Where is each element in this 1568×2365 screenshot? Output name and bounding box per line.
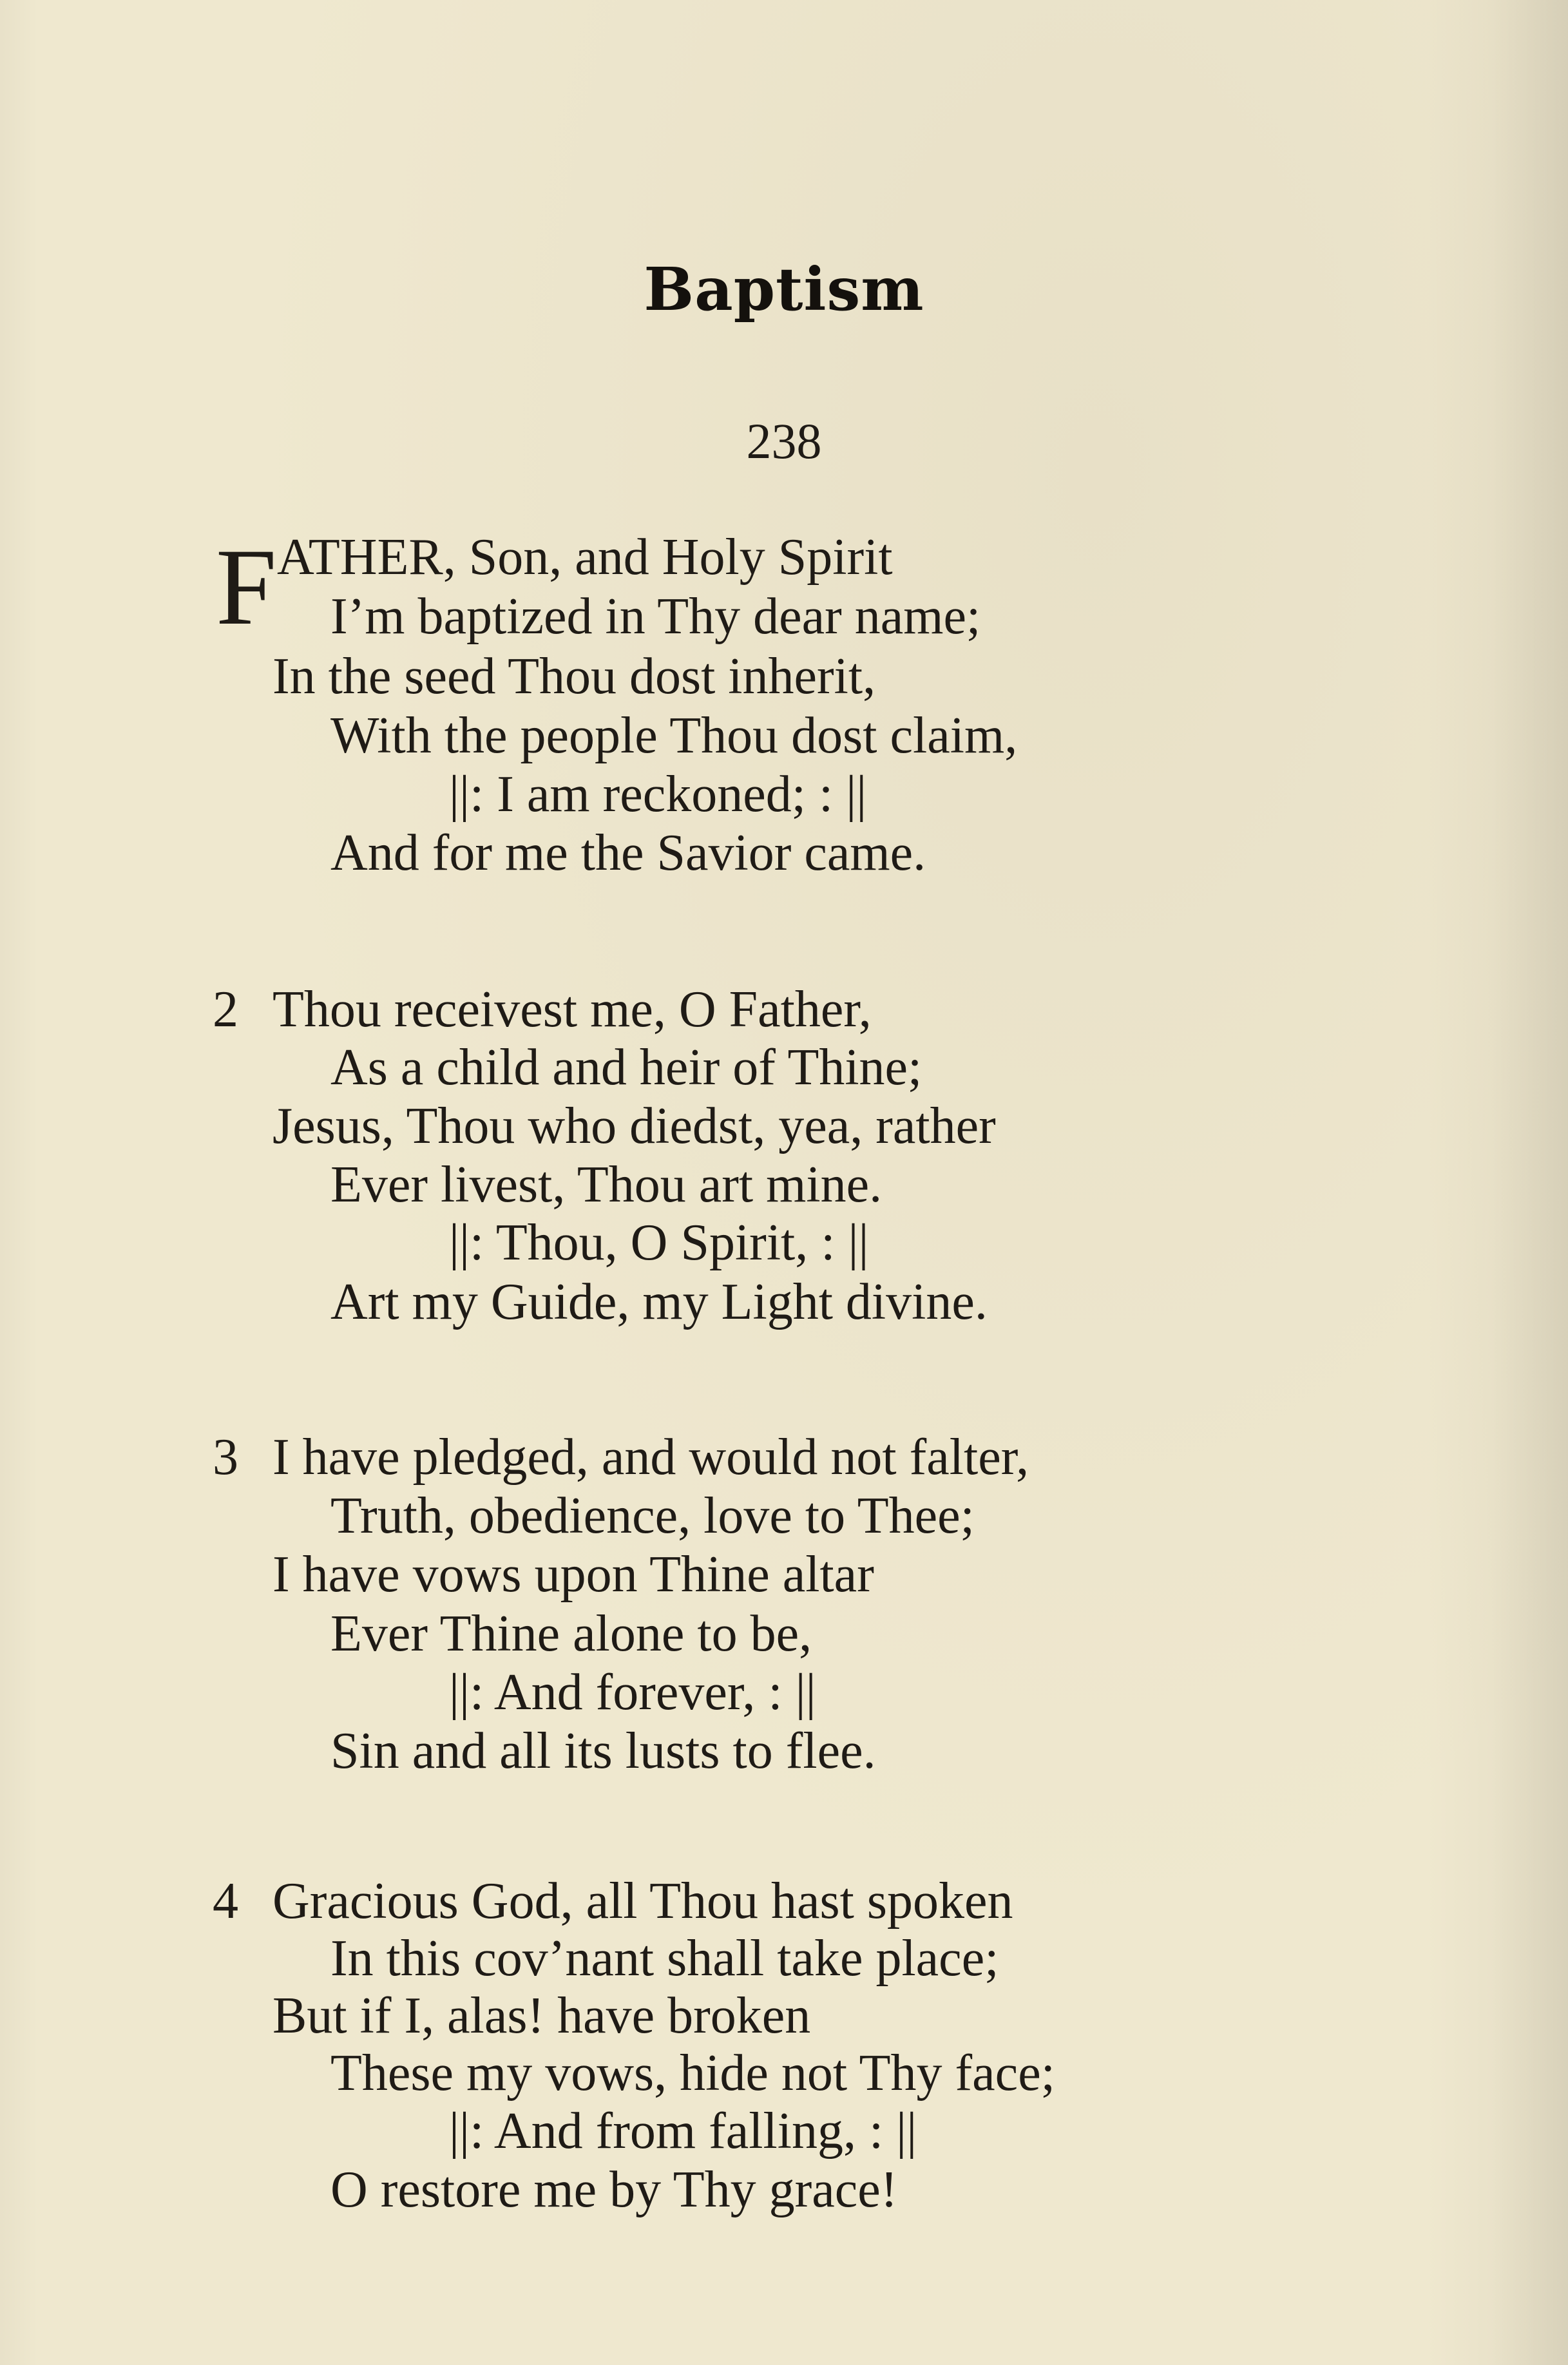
verse-4-line-3: But if I, alas! have broken	[272, 1987, 811, 2044]
verse-2-line-4: Ever livest, Thou art mine.	[330, 1156, 883, 1213]
verse-3-line-1: I have pledged, and would not falter,	[272, 1429, 1029, 1486]
verse-4-line-5: ||: And from falling, : ||	[449, 2103, 917, 2159]
verse-3-line-2: Truth, obedience, love to Thee;	[330, 1488, 975, 1544]
drop-cap: F	[216, 526, 277, 647]
verse-1-line-6: And for me the Savior came.	[330, 825, 926, 881]
verse-1-line-3: In the seed Thou dost inherit,	[272, 648, 876, 705]
verse-2-line-6: Art my Guide, my Light divine.	[330, 1274, 988, 1330]
verse-number-3: 3	[213, 1429, 238, 1486]
verse-2-line-3: Jesus, Thou who diedst, yea, rather	[272, 1098, 996, 1154]
verse-4-line-4: These my vows, hide not Thy face;	[330, 2045, 1055, 2102]
verse-2-line-5: ||: Thou, O Spirit, : ||	[449, 1214, 869, 1271]
verse-1-line-1: ATHER, Son, and Holy Spirit	[277, 529, 893, 586]
verse-3-line-3: I have vows upon Thine altar	[272, 1546, 874, 1603]
verse-3-line-5: ||: And forever, : ||	[449, 1664, 816, 1721]
verse-1-line-5: ||: I am reckoned; : ||	[449, 766, 867, 823]
verse-1-line-2: I’m baptized in Thy dear name;	[330, 588, 981, 645]
verse-2-line-2: As a child and heir of Thine;	[330, 1039, 923, 1096]
verse-number-4: 4	[213, 1873, 238, 1929]
verse-1-line-4: With the people Thou dost claim,	[330, 707, 1018, 764]
verse-3-line-6: Sin and all its lusts to flee.	[330, 1723, 876, 1779]
verse-4-line-1: Gracious God, all Thou hast spoken	[272, 1873, 1013, 1929]
verse-number-2: 2	[213, 981, 238, 1038]
verse-4-line-6: O restore me by Thy grace!	[330, 2161, 898, 2218]
verse-2-line-1: Thou receivest me, O Father,	[272, 981, 872, 1038]
hymn-number: 238	[746, 413, 822, 469]
section-title: Baptism	[644, 254, 924, 324]
verse-3-line-4: Ever Thine alone to be,	[330, 1605, 812, 1662]
verse-4-line-2: In this cov’nant shall take place;	[330, 1930, 999, 1987]
